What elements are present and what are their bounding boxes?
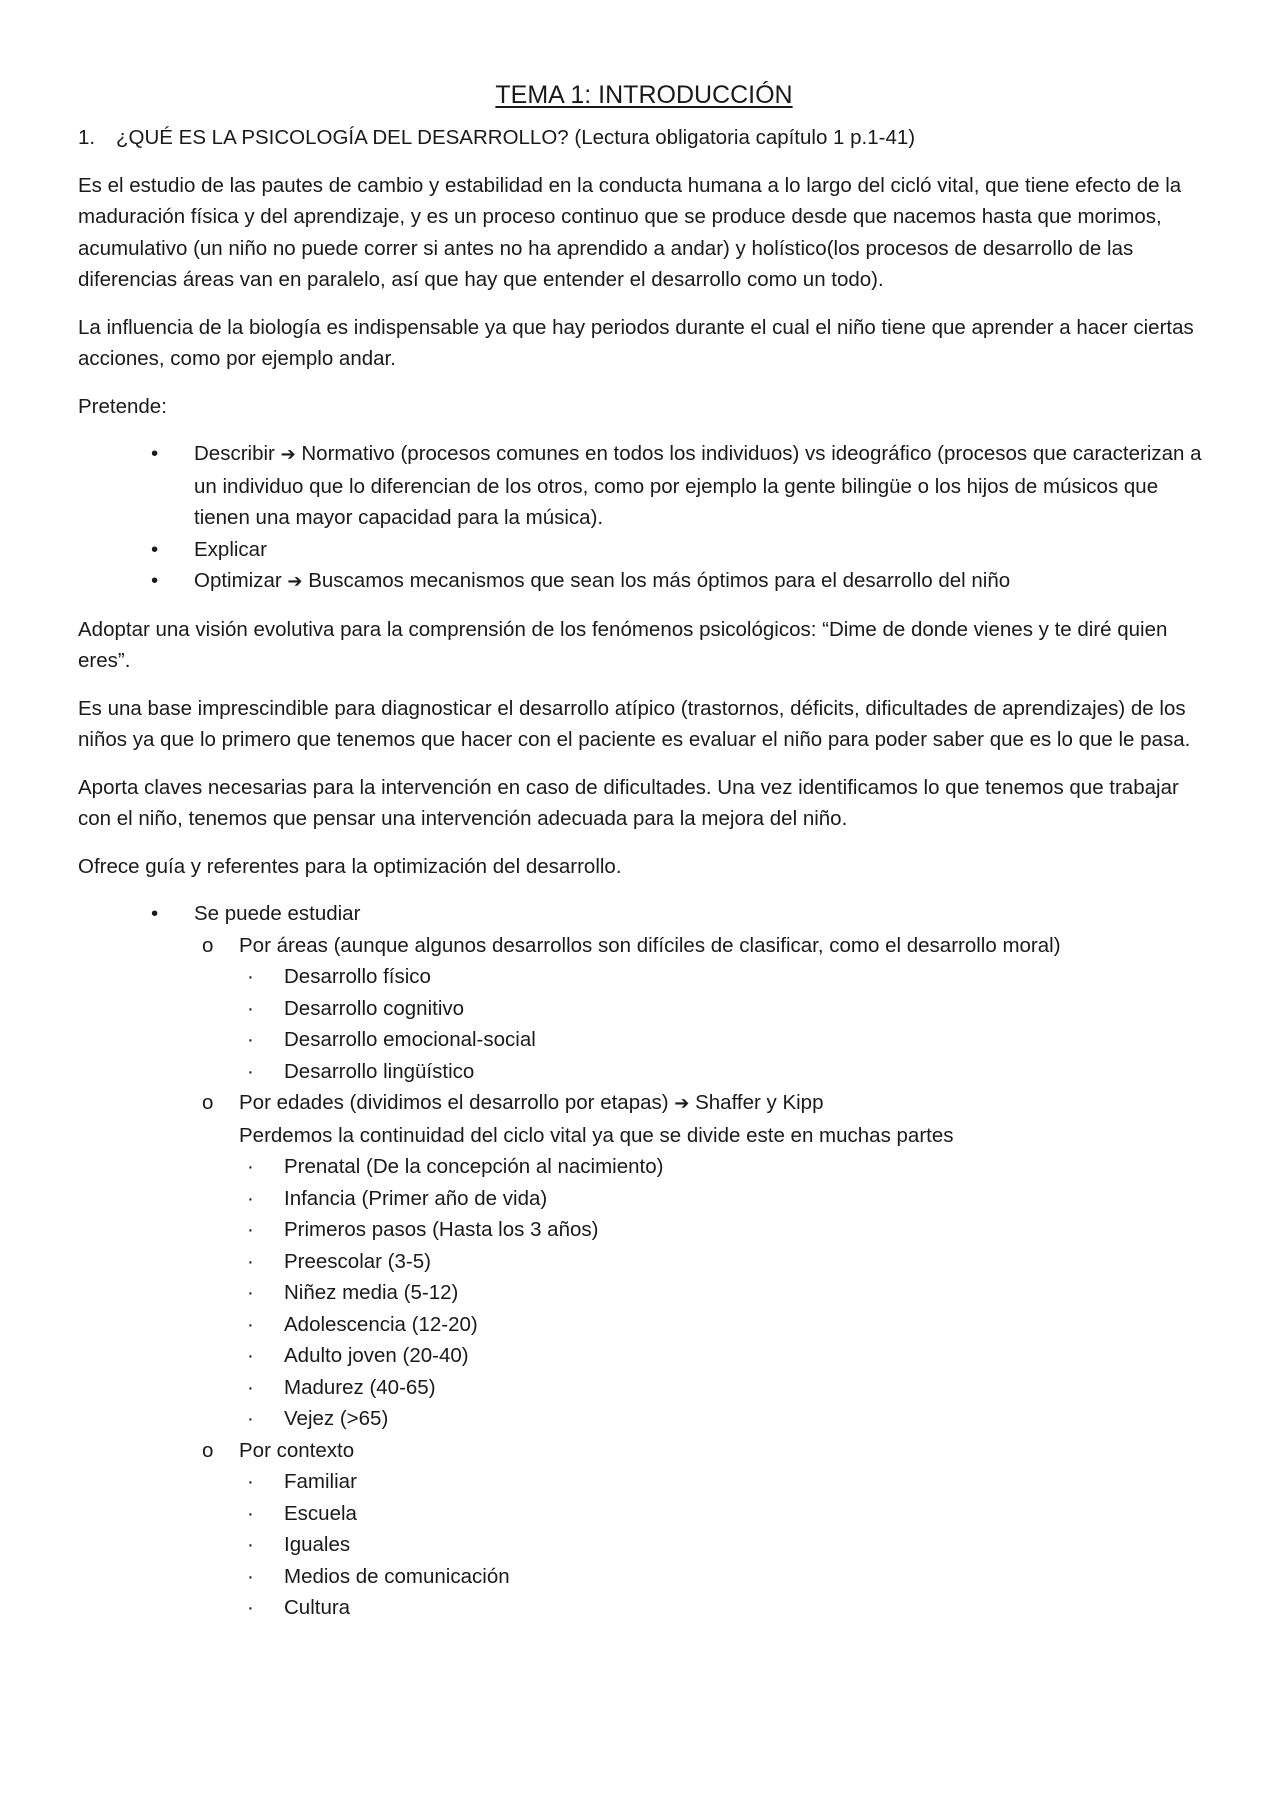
list-item: [239, 1466, 1210, 1498]
section-heading-text: ¿QUÉ ES LA PSICOLOGÍA DEL DESARROLLO? (Lectura obligatoria capítulo 1 p.1-41): [116, 126, 916, 149]
item-text: Preescolar (3-5): [284, 1249, 431, 1273]
circle-bullet-icon: o: [202, 1438, 214, 1462]
item-text: Familiar: [284, 1470, 357, 1493]
study-sublist: [194, 930, 1210, 1624]
dot-bullet-icon: ·: [247, 1407, 254, 1430]
circle-bullet-icon: o: [202, 933, 214, 957]
item-text: Infancia (Primer año de vida): [284, 1186, 548, 1210]
document-page: [78, 78, 1210, 1640]
bullet-icon: •: [151, 902, 159, 925]
list-item-por-contexto: [194, 1435, 1210, 1624]
item-text: Adolescencia (12-20): [284, 1312, 478, 1336]
item-text: Adulto joven (20-40): [284, 1344, 469, 1367]
bullet-icon: •: [151, 442, 159, 465]
list-item-se-puede-estudiar: [78, 898, 1210, 1624]
dot-bullet-icon: ·: [247, 1155, 254, 1178]
arrow-right-icon: ➔: [287, 571, 303, 592]
list-item-optimizar: [78, 565, 1210, 598]
list-item: [239, 1403, 1210, 1435]
list-item: [239, 961, 1210, 993]
list-item: [239, 1056, 1210, 1088]
dot-bullet-icon: ·: [247, 1375, 254, 1399]
bullet-icon: •: [151, 537, 159, 561]
dot-bullet-icon: ·: [247, 1344, 254, 1367]
arrow-right-icon: ➔: [674, 1093, 690, 1114]
item-text: Madurez (40-65): [284, 1375, 436, 1399]
list-item: [239, 1183, 1210, 1215]
dot-bullet-icon: ·: [247, 1470, 254, 1493]
list-item: [239, 1214, 1210, 1246]
page-title: TEMA 1: INTRODUCCIÓN: [495, 81, 793, 109]
study-list: [78, 898, 1210, 1624]
item-text: Desarrollo cognitivo: [284, 996, 465, 1020]
item-text: Escuela: [284, 1501, 357, 1525]
dot-bullet-icon: ·: [247, 1312, 254, 1336]
dot-bullet-icon: ·: [247, 1028, 254, 1051]
paragraph-diagnostico: Es una base imprescindible para diagnosticar el desarrollo atípico (trastornos, déficits, dificultades de aprendizajes) de los niños ya que lo primero que tenemos que hacer con el paciente es evaluar el niño para poder saber que es lo que le pasa.: [78, 696, 1191, 751]
item-label: Por edades (dividimos el desarrollo por etapas): [239, 1091, 669, 1114]
item-reference: Shaffer y Kipp: [695, 1091, 824, 1114]
paragraph-intervencion: Aporta claves necesarias para la intervención en caso de dificultades. Una vez identificamos lo que tenemos que trabajar con el niño, tenemos que pensar una intervención adecuada para la mejora del niño.: [78, 775, 1179, 830]
contexto-list: [239, 1466, 1210, 1624]
areas-list: [239, 961, 1210, 1087]
list-item-describir: [78, 438, 1210, 534]
dot-bullet-icon: ·: [247, 1564, 254, 1588]
item-label: Se puede estudiar: [194, 902, 361, 925]
item-text: Niñez media (5-12): [284, 1281, 459, 1304]
pretende-list: [78, 438, 1210, 598]
list-item: [239, 1151, 1210, 1183]
item-label: Por áreas (aunque algunos desarrollos son difíciles de clasificar, como el desarrollo moral): [239, 933, 1061, 957]
item-label: Describir: [194, 442, 275, 465]
item-label: Por contexto: [239, 1438, 355, 1462]
list-item: [239, 993, 1210, 1025]
dot-bullet-icon: ·: [247, 1281, 254, 1304]
paragraph-pretende: Pretende:: [78, 394, 167, 418]
item-text: Desarrollo físico: [284, 965, 431, 988]
item-text: Vejez (>65): [284, 1407, 389, 1430]
list-item: [239, 1277, 1210, 1309]
list-item-por-areas: [194, 930, 1210, 1088]
item-text: Normativo (procesos comunes en todos los individuos) vs ideográfico (procesos que caracterizan a un individuo que lo diferencian de los otros, como por ejemplo la gente bilingüe o los hijos de músicos que tienen una mayor capacidad para la música).: [194, 442, 1202, 529]
paragraph-definition: Es el estudio de las pautes de cambio y estabilidad en la conducta humana a lo largo del cicló vital, que tiene efecto de la maduración física y del aprendizaje, y es un proceso continuo que se produce desde que nacemos hasta que morimos, acumulativo (un niño no puede correr si antes no ha aprendido a andar) y holístico(los procesos de desarrollo de las diferencias áreas van en paralelo, así que hay que entender el desarrollo como un todo).: [78, 173, 1182, 291]
dot-bullet-icon: ·: [247, 1596, 254, 1619]
list-item: [239, 1592, 1210, 1624]
dot-bullet-icon: ·: [247, 1501, 254, 1525]
edades-list: [239, 1151, 1210, 1435]
bullet-icon: •: [151, 569, 159, 592]
item-label: Explicar: [194, 537, 267, 561]
list-item: [239, 1372, 1210, 1404]
item-note: Perdemos la continuidad del ciclo vital ya que se divide este en muchas partes: [239, 1123, 954, 1147]
list-item: [239, 1561, 1210, 1593]
list-item: [239, 1498, 1210, 1530]
paragraph-vision: Adoptar una visión evolutiva para la comprensión de los fenómenos psicológicos: “Dime de donde vienes y te diré quien eres”.: [78, 617, 1168, 672]
paragraph-biology: La influencia de la biología es indispensable ya que hay periodos durante el cual el niño tiene que aprender a hacer ciertas acciones, como por ejemplo andar.: [78, 315, 1194, 370]
list-item: [239, 1024, 1210, 1056]
item-text: Primeros pasos (Hasta los 3 años): [284, 1218, 599, 1241]
section-number: 1.: [78, 126, 96, 149]
list-item: [239, 1529, 1210, 1561]
dot-bullet-icon: ·: [247, 996, 254, 1020]
dot-bullet-icon: ·: [247, 965, 254, 988]
dot-bullet-icon: ·: [247, 1249, 254, 1273]
circle-bullet-icon: o: [202, 1091, 214, 1114]
item-label: Optimizar: [194, 569, 282, 592]
list-item: [239, 1340, 1210, 1372]
dot-bullet-icon: ·: [247, 1186, 254, 1210]
list-item: [239, 1309, 1210, 1341]
dot-bullet-icon: ·: [247, 1533, 254, 1556]
arrow-right-icon: ➔: [280, 444, 296, 465]
item-text: Buscamos mecanismos que sean los más óptimos para el desarrollo del niño: [308, 569, 1011, 592]
paragraph-guia: Ofrece guía y referentes para la optimización del desarrollo.: [78, 854, 622, 878]
item-text: Desarrollo lingüístico: [284, 1059, 475, 1083]
item-text: Prenatal (De la concepción al nacimiento): [284, 1155, 664, 1178]
item-text: Desarrollo emocional-social: [284, 1028, 536, 1051]
item-text: Medios de comunicación: [284, 1564, 510, 1588]
dot-bullet-icon: ·: [247, 1218, 254, 1241]
list-item-por-edades: [194, 1087, 1210, 1435]
section-heading: [78, 122, 1210, 154]
list-item: [239, 1246, 1210, 1278]
list-item-explicar: [78, 534, 1210, 566]
dot-bullet-icon: ·: [247, 1059, 254, 1083]
item-text: Iguales: [284, 1533, 351, 1556]
item-text: Cultura: [284, 1596, 351, 1619]
